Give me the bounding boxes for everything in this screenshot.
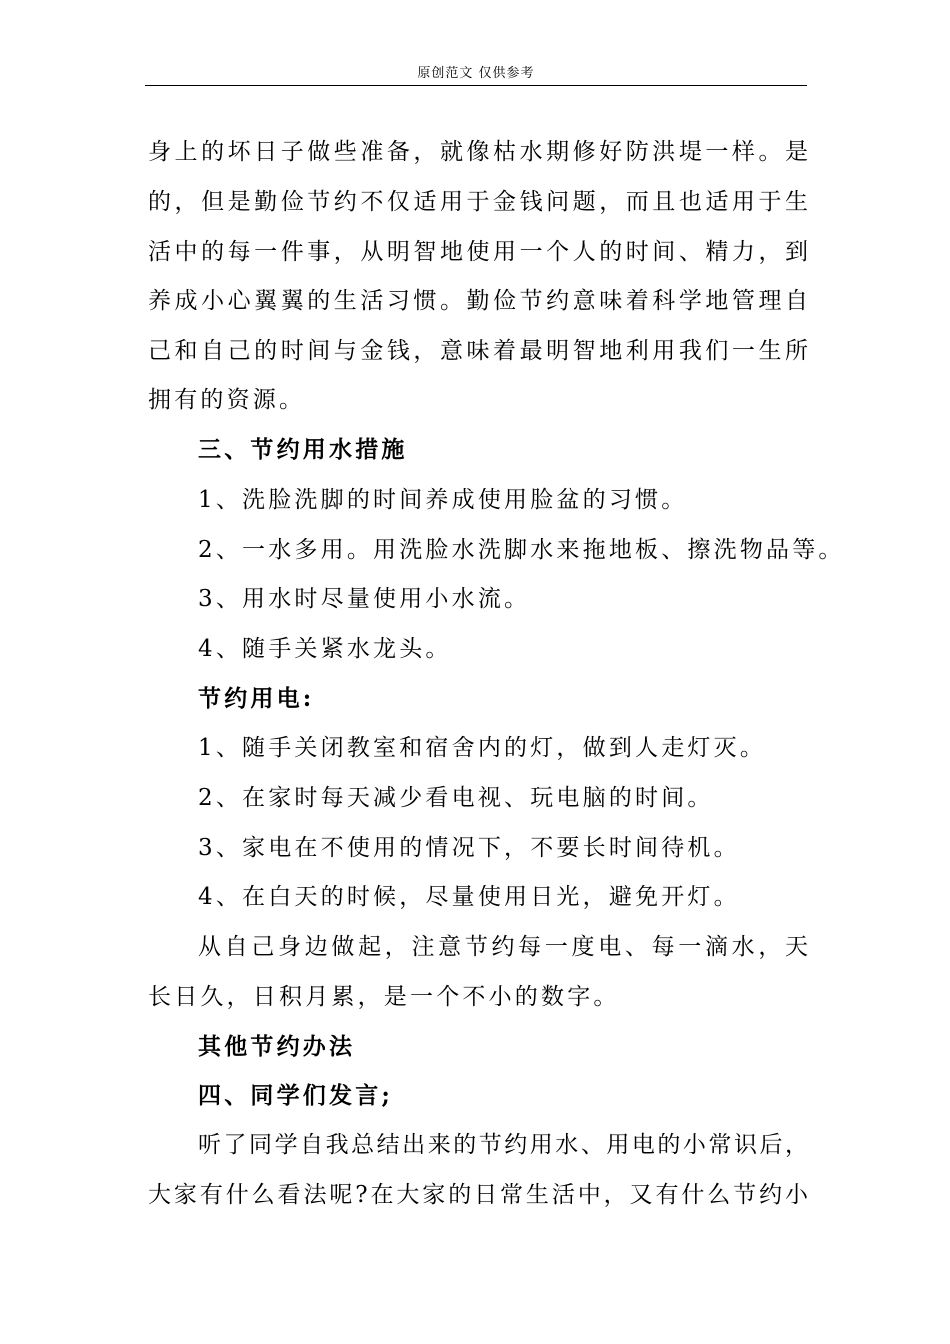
list-item: 3、用水时尽量使用小水流。 xyxy=(198,586,531,612)
list-item: 3、家电在不使用的情况下，不要长时间待机。 xyxy=(198,835,740,861)
paragraph-line: 养成小心翼翼的生活习惯。勤俭节约意味着科学地管理自 xyxy=(148,288,808,314)
page-header: 原创范文 仅供参考 xyxy=(417,66,535,81)
paragraph-line: 的，但是勤俭节约不仅适用于金钱问题，而且也适用于生 xyxy=(148,189,808,215)
list-item: 1、随手关闭教室和宿舍内的灯，做到人走灯灭。 xyxy=(198,735,767,761)
paragraph-line: 身上的坏日子做些准备，就像枯水期修好防洪堤一样。是 xyxy=(148,139,808,165)
header-divider xyxy=(145,85,807,86)
list-item: 4、随手关紧水龙头。 xyxy=(198,636,452,662)
paragraph-line: 活中的每一件事，从明智地使用一个人的时间、精力，到 xyxy=(148,239,808,265)
list-item: 4、在白天的时候，尽量使用日光，避免开灯。 xyxy=(198,884,740,910)
list-item: 2、一水多用。用洗脸水洗脚水来拖地板、擦洗物品等。 xyxy=(198,537,845,563)
section-heading-speech: 四、同学们发言; xyxy=(198,1082,394,1109)
list-item: 2、在家时每天减少看电视、玩电脑的时间。 xyxy=(198,785,714,811)
paragraph-line: 长日久，日积月累，是一个不小的数字。 xyxy=(148,984,620,1010)
section-heading-other: 其他节约办法 xyxy=(198,1033,356,1060)
list-item: 1、洗脸洗脚的时间养成使用脸盆的习惯。 xyxy=(198,487,688,513)
paragraph-line: 从自己身边做起，注意节约每一度电、每一滴水，天 xyxy=(198,934,808,960)
paragraph-line: 拥有的资源。 xyxy=(148,387,306,413)
paragraph-line: 己和自己的时间与金钱，意味着最明智地利用我们一生所 xyxy=(148,338,808,364)
section-heading-power: 节约用电: xyxy=(198,685,315,712)
paragraph-line: 听了同学自我总结出来的节约用水、用电的小常识后， xyxy=(198,1132,808,1158)
section-heading-water: 三、节约用水措施 xyxy=(198,436,408,463)
paragraph-line: 大家有什么看法呢?在大家的日常生活中，又有什么节约小 xyxy=(148,1182,808,1208)
